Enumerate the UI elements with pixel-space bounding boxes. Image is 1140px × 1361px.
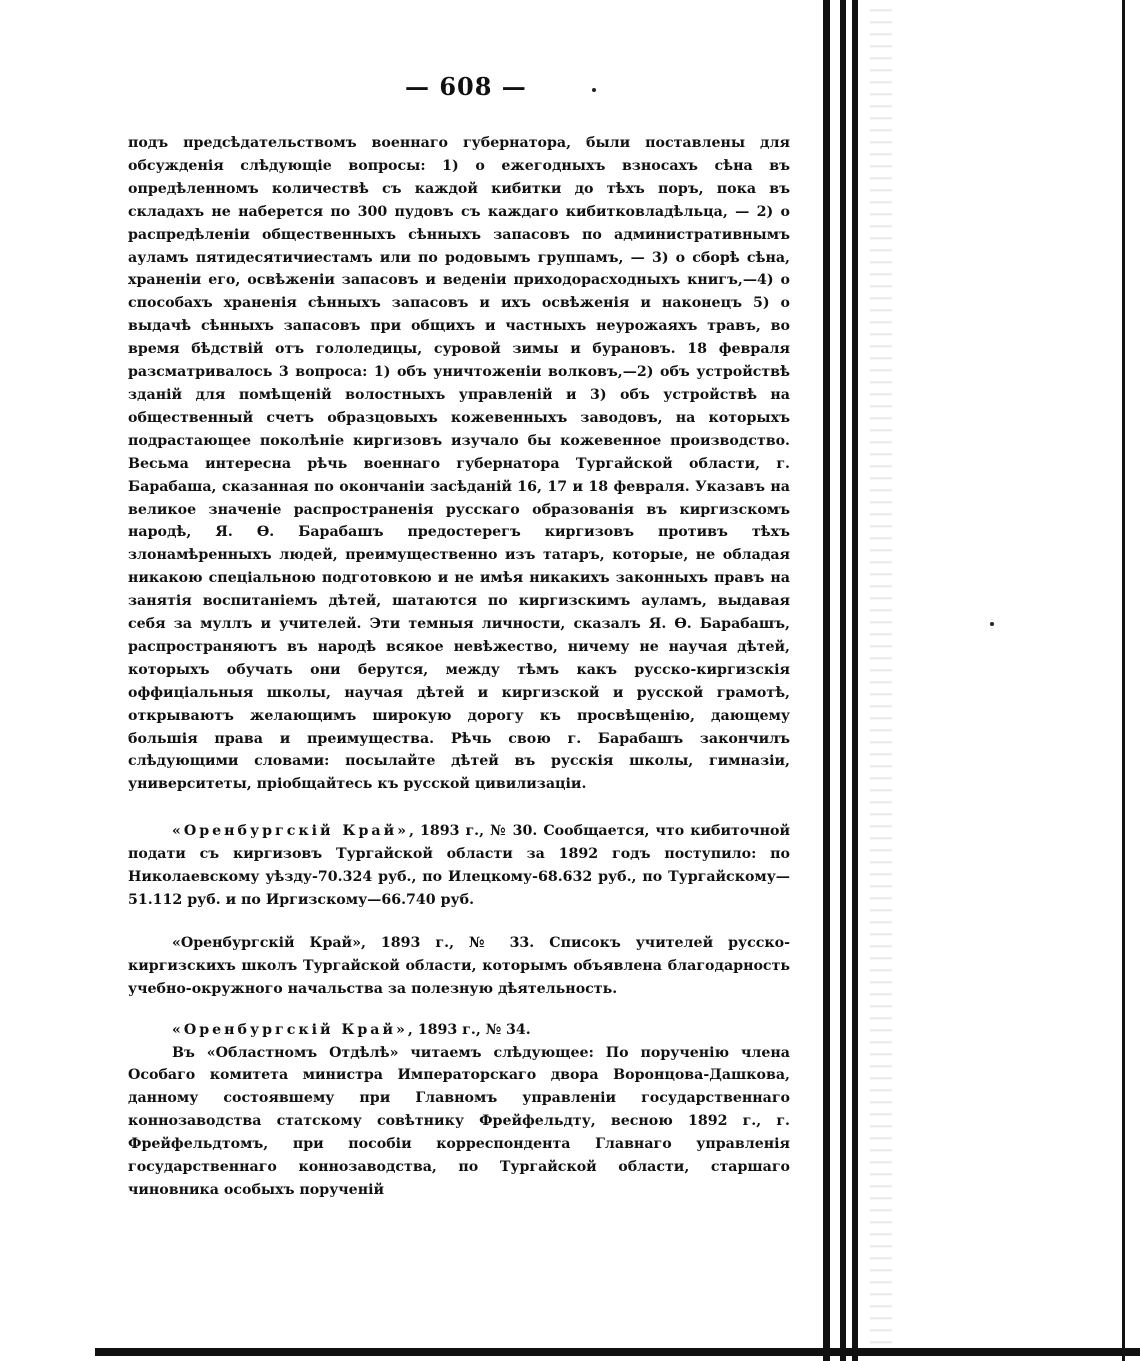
page-edge-texture [870,0,892,1361]
stray-mark [990,622,994,626]
paragraph-text: , 1893 г., № 34. [407,1021,531,1038]
binding-line-3 [852,0,858,1361]
newspaper-title: «Оренбургскій Край» [172,934,361,951]
paragraph-continuation: подъ предсѣдательствомъ военнаго губернатора, были поставлены для обсужденія слѣдующіе вопросы: 1) о ежегодныхъ взносахъ сѣна въ опредѣленномъ количествѣ съ каждой кибитки до тѣхъ поръ, пока въ складахъ не наберется по 300 пудовъ съ каждаго кибитковладѣльца, — 2) о распредѣленіи общественныхъ сѣнныхъ запасовъ по административнымъ ауламъ пятидесятичиестамъ или по родовымъ группамъ, — 3) о сборѣ сѣна, храненіи его, освѣженіи запасовъ и веденіи приходорасходныхъ книгъ,—4) о способахъ храненія сѣнныхъ запасовъ и ихъ освѣженія и наконецъ 5) о выдачѣ сѣнныхъ запасовъ при общихъ и частныхъ неурожаяхъ травъ, во время бѣдствій отъ гололедицы, суровой зимы и бурановъ. 18 февраля разсматривалось 3 вопроса: 1) объ уничтоженіи волковъ,—2) объ устройствѣ зданій для помѣщеній волостныхъ управленій и 3) объ устройствѣ на общественный счетъ образцовыхъ кожевенныхъ заводовъ, на которыхъ подрастающее поколѣніе киргизовъ изучало бы кожевенное производство. Весьма интересна рѣчь военнаго губернатора Тургайской области, г. Барабаша, сказанная по окончаніи засѣданій 16, 17 и 18 февраля. Указавъ на великое значеніе распространенія русскаго образованія въ киргизскомъ народѣ, Я. Ѳ. Барабашъ предостерегъ киргизовъ противъ тѣхъ злонамѣренныхъ людей, преимущественно изъ татаръ, которые, не обладая никакою спеціальною подготовкою и не имѣя никакихъ законныхъ правъ на занятія воспитаніемъ дѣтей, шатаются по киргизскимъ ауламъ, выдавая себя за муллъ и учителей. Эти темныя личности, сказалъ Я. Ѳ. Барабашъ, распространяютъ въ народѣ всякое невѣжество, ничему не научая дѣтей, которыхъ обучать они берутся, между тѣмъ какъ русско-киргизскія оффиціальныя школы, научая дѣтей и киргизской и русской грамотѣ, открываютъ желающимъ широкую дорогу къ просвѣщенію, дающему большія права и преимущества. Рѣчь свою г. Барабашъ закончилъ слѣдующими словами: посылайте дѣтей въ русскія школы, гимназіи, университеты, пріобщайтесь къ русской цивилизаціи. [128,135,790,793]
binding-line-4 [1122,0,1125,1361]
paragraph-newspaper-34 [128,1019,790,1042]
text-column [128,132,790,1202]
paragraph-oblastnoy-otdel: Въ «Областномъ Отдѣлѣ» читаемъ слѣдующее: По порученію члена Особаго комитета министра Императорскаго двора Воронцова-Дашкова, данному состоявшему при Главномъ управленіи государственнаго коннозаводства статскому совѣтнику Фрейфельдту, весною 1892 г., г. Фрейфельдтомъ, при пособіи корреспондента Главнаго управленія государственнаго коннозаводства, по Тургайской области, старшаго чиновника особыхъ порученій [128,1044,790,1198]
paragraph-text: , 1893 г., № 30. Сообщается, что кибиточной подати съ киргизовъ Тургайской области за 1892 годъ поступило: по Николаевскому уѣзду-70.324 руб., по Илецкому-68.632 руб., по Тургайскому—51.112 руб. и по Иргизскому—66.740 руб. [128,823,790,908]
bottom-rule [95,1348,1140,1356]
page-number: — 608 — [405,72,527,101]
binding-line-1 [823,0,830,1361]
paragraph-newspaper-30 [128,820,790,912]
binding-line-2 [840,0,846,1361]
paragraph-text: , 1893 г., № 33. Списокъ учителей русско-киргизскихъ школъ Тургайской области, которымъ объявлена благодарность учебно-окружного начальства за полезную дѣятельность. [128,934,790,997]
newspaper-title: «Оренбургскій Край» [172,823,409,840]
newspaper-title: «Оренбургскій Край» [172,1021,408,1038]
stray-mark [592,88,596,92]
paragraph-newspaper-33 [128,932,790,1001]
